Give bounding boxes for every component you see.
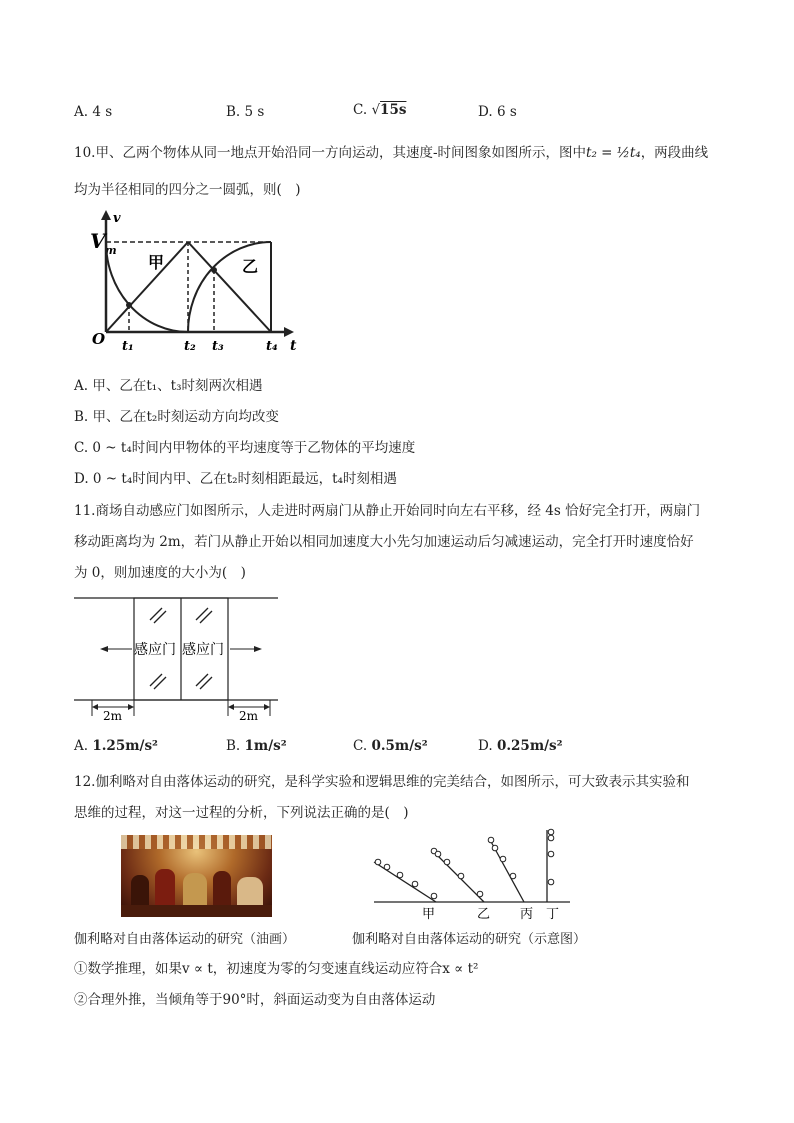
jia-label: 甲: [148, 253, 165, 272]
q9-option-b: B. 5 s: [226, 104, 265, 120]
label-ding: 丁: [546, 907, 560, 922]
q9-option-a: A. 4 s: [74, 104, 113, 120]
origin-label: O: [92, 330, 106, 348]
q10-stem-line1: 10.甲、乙两个物体从同一地点开始沿同一方向运动，其速度-时间图象如图所示，图中t₂ = ½t₄，两段曲线: [74, 145, 709, 161]
tick-t2: t₂: [184, 339, 196, 354]
axis-v-label: v: [113, 211, 121, 226]
dist-right-label: 2m: [239, 709, 259, 723]
q12-statement-2: ②合理外推，当倾角等于90°时，斜面运动变为自由落体运动: [74, 992, 436, 1008]
label-yi: 乙: [477, 907, 491, 922]
vm-subscript: m: [105, 244, 117, 257]
door-right-label: 感应门: [182, 642, 224, 658]
caption-schematic: 伽利略对自由落体运动的研究（示意图）: [352, 932, 587, 947]
galileo-oil-painting: [121, 835, 272, 917]
q11-option-a: A. 1.25m/s²: [74, 738, 158, 754]
door-left-label: 感应门: [134, 642, 176, 658]
galileo-schematic: [364, 826, 574, 922]
sqrt-symbol: √: [371, 102, 381, 118]
q10-vt-graph: [90, 208, 306, 358]
caption-oil-painting: 伽利略对自由落体运动的研究（油画）: [74, 932, 296, 947]
yi-label: 乙: [242, 257, 259, 276]
q11-option-d: D. 0.25m/s²: [478, 738, 563, 754]
q10-option-d: D. 0 ~ t₄时间内甲、乙在t₂时刻相距最远，t₄时刻相遇: [74, 471, 397, 487]
label-jia: 甲: [422, 907, 436, 922]
q12-stem-line1: 12.伽利略对自由落体运动的研究，是科学实验和逻辑思维的完美结合，如图所示，可大致表示其实验和: [74, 774, 690, 790]
axis-t-label: t: [290, 338, 297, 354]
q10-option-b: B. 甲、乙在t₂时刻运动方向均改变: [74, 409, 279, 425]
q10-stem-line2: 均为半径相同的四分之一圆弧，则( ): [74, 182, 301, 198]
q12-statement-1: ①数学推理，如果v ∝ t，初速度为零的匀变速直线运动应符合x ∝ t²: [74, 961, 479, 977]
dist-left-label: 2m: [103, 709, 123, 723]
label-bing: 丙: [520, 907, 534, 922]
q10-option-a: A. 甲、乙在t₁、t₃时刻两次相遇: [74, 378, 263, 394]
tick-t3: t₃: [212, 339, 224, 354]
q9-option-d: D. 6 s: [478, 104, 517, 120]
q11-option-c: C. 0.5m/s²: [353, 738, 428, 754]
q11-stem-line3: 为 0，则加速度的大小为( ): [74, 565, 246, 581]
tick-t4: t₄: [266, 339, 278, 354]
q10-option-c: C. 0 ~ t₄时间内甲物体的平均速度等于乙物体的平均速度: [74, 440, 416, 456]
q11-option-b: B. 1m/s²: [226, 738, 287, 754]
q11-stem-line1: 11.商场自动感应门如图所示，人走进时两扇门从静止开始同时向左右平移，经 4s 恰好完全打开，两扇门: [74, 503, 701, 519]
q11-door-figure: [74, 592, 284, 726]
q9-option-c: C. √15s: [353, 102, 407, 118]
vm-label: V: [90, 229, 106, 253]
q12-stem-line2: 思维的过程，对这一过程的分析，下列说法正确的是( ): [74, 805, 409, 821]
q10-formula: t₂ = ½t₄: [586, 145, 641, 161]
q11-stem-line2: 移动距离均为 2m，若门从静止开始以相同加速度大小先匀加速运动后匀减速运动，完全打开时速度恰好: [74, 534, 694, 550]
tick-t1: t₁: [122, 339, 134, 354]
